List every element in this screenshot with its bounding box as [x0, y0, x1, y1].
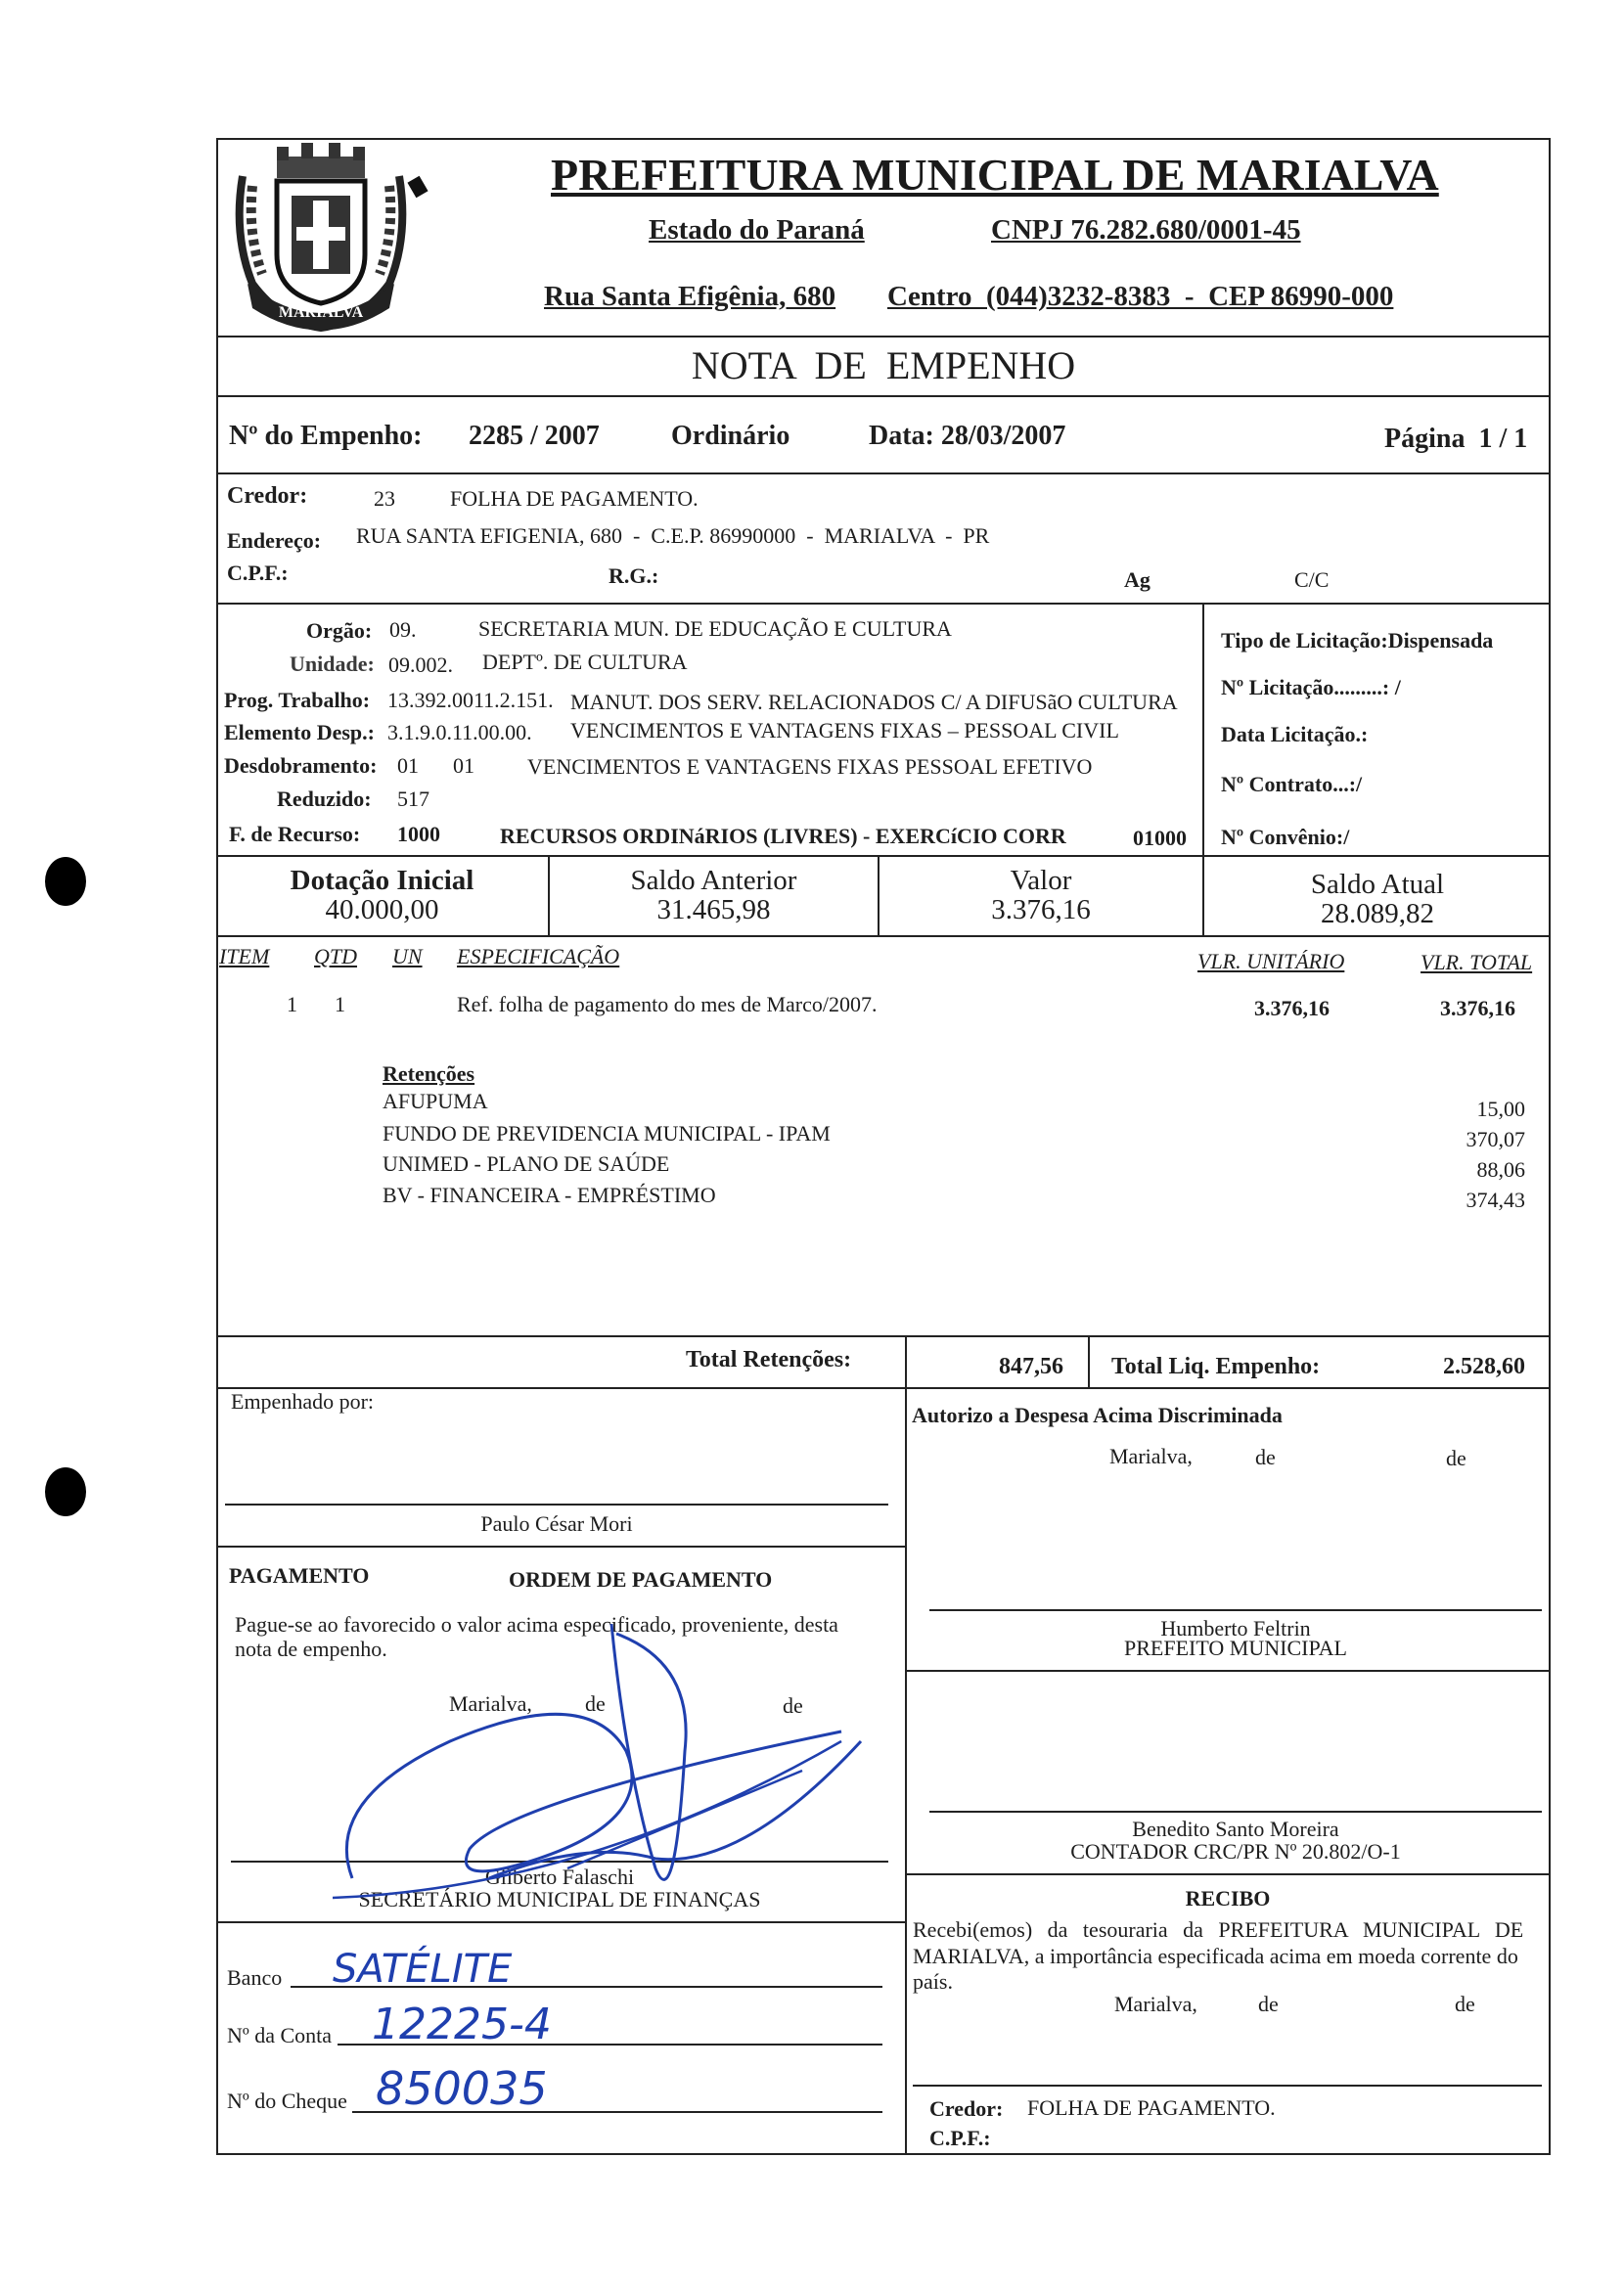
un-col-header: UN — [392, 944, 423, 968]
pagamento-label: PAGAMENTO — [229, 1563, 370, 1588]
total-liquido-value: 2.528,60 — [1443, 1354, 1525, 1379]
municipal-crest-icon — [223, 137, 419, 333]
recurso-label: F. de Recurso: — [229, 822, 361, 846]
cheque-label: Nº do Cheque — [227, 2089, 347, 2113]
page-number: Página 1 / 1 — [1384, 424, 1528, 454]
item-unit-value: 3.376,16 — [1254, 996, 1330, 1020]
recibo-text-line-3: país. — [913, 1969, 953, 1994]
recibo-text-line-1: Recebi(emos) da tesouraria da PREFEITURA MUNICIPAL DE — [913, 1917, 1524, 1942]
item-description: Ref. folha de pagamento do mes de Marco/2007. — [457, 992, 878, 1016]
saldo-atual-value: 28.089,82 — [1321, 898, 1434, 929]
retencao-value: 88,06 — [1476, 1157, 1525, 1182]
credor-name: FOLHA DE PAGAMENTO. — [450, 486, 699, 511]
address-label: Centro (044)3232-8383 - CEP 86990-000 — [887, 281, 1394, 312]
autorizo-label: Autorizo a Despesa Acima Discriminada — [912, 1403, 1283, 1427]
conta-value: 12225-4 — [372, 2000, 552, 2049]
licitacao-data: Data Licitação.: — [1221, 722, 1369, 746]
recibo-place: Marialva, — [1114, 1992, 1197, 2016]
dotacao-value: 40.000,00 — [325, 894, 439, 925]
cc-label: C/C — [1294, 567, 1330, 592]
unidade-code: 09.002. — [388, 652, 453, 677]
reduzido-label: Reduzido: — [277, 787, 372, 811]
orgao-label: Orgão: — [306, 618, 373, 643]
street-label: Rua Santa Efigênia, 680 — [544, 281, 836, 312]
state-label: Estado do Paraná — [649, 214, 865, 246]
unidade-label: Unidade: — [290, 652, 375, 676]
saldo-anterior-label: Saldo Anterior — [630, 865, 797, 896]
saldo-atual-label: Saldo Atual — [1310, 869, 1445, 900]
cnpj-label: CNPJ 76.282.680/0001-45 — [991, 214, 1301, 246]
autorizo-de-1: de — [1255, 1445, 1276, 1469]
total-liquido-label: Total Liq. Empenho: — [1111, 1354, 1321, 1379]
recurso-desc: RECURSOS ORDINáRIOS (LIVRES) - EXERCíCIO CORR — [500, 824, 1066, 848]
convenio-numero: Nº Convênio:/ — [1221, 825, 1350, 849]
prog-label: Prog. Trabalho: — [224, 688, 371, 712]
elemento-code: 3.1.9.0.11.00.00. — [387, 720, 532, 744]
desdobramento-label: Desdobramento: — [224, 753, 378, 778]
recibo-text-line-2: MARIALVA, a importância especificada acima em moeda corrente do — [913, 1944, 1518, 1968]
empenho-date: Data: 28/03/2007 — [869, 421, 1066, 451]
credor-label: Credor: — [227, 483, 308, 509]
item-qtd: 1 — [335, 992, 345, 1016]
rg-label: R.G.: — [609, 563, 659, 588]
pagamento-de-2: de — [783, 1693, 803, 1718]
desdobramento-a: 01 — [397, 753, 419, 778]
retencao-value: 15,00 — [1476, 1097, 1525, 1121]
retencao-name: AFUPUMA — [383, 1089, 488, 1113]
retencao-name: FUNDO DE PREVIDENCIA MUNICIPAL - IPAM — [383, 1121, 831, 1146]
ag-label: Ag — [1124, 567, 1150, 592]
prefeito-role: PREFEITO MUNICIPAL — [1124, 1636, 1347, 1660]
cpf-label: C.P.F.: — [227, 561, 289, 585]
empenho-number: 2285 / 2007 — [469, 421, 600, 451]
item-col-header: ITEM — [219, 944, 270, 968]
prefeito-name: Humberto Feltrin — [1160, 1616, 1311, 1641]
recibo-cpf-label: C.P.F.: — [929, 2126, 991, 2150]
recibo-de-2: de — [1455, 1992, 1475, 2016]
ordem-pagamento-label: ORDEM DE PAGAMENTO — [509, 1567, 773, 1592]
retencao-value: 374,43 — [1466, 1188, 1525, 1212]
signature-scribble — [333, 1624, 890, 1917]
banco-value: SATÉLITE — [333, 1947, 513, 1992]
svg-text:MARIALVA: MARIALVA — [278, 304, 364, 321]
empenhado-por-label: Empenhado por: — [231, 1389, 375, 1414]
desdobramento-desc: VENCIMENTOS E VANTAGENS FIXAS PESSOAL EFETIVO — [527, 754, 1093, 779]
pagamento-text-line-1: Pague-se ao favorecido o valor acima especificado, proveniente, desta — [235, 1612, 838, 1637]
retencao-name: UNIMED - PLANO DE SAÚDE — [383, 1151, 670, 1176]
punch-hole — [45, 857, 86, 906]
contrato-numero: Nº Contrato...:/ — [1221, 772, 1363, 796]
empenho-number-label: Nº do Empenho: — [229, 421, 423, 451]
orgao-code: 09. — [389, 617, 417, 642]
prog-code: 13.392.0011.2.151. — [387, 688, 554, 712]
empenho-type: Ordinário — [671, 421, 790, 451]
punch-hole — [45, 1467, 86, 1516]
retencao-value: 370,07 — [1466, 1127, 1525, 1151]
contador-name: Benedito Santo Moreira — [1132, 1817, 1339, 1841]
autorizo-de-2: de — [1446, 1446, 1466, 1470]
document-title: NOTA DE EMPENHO — [691, 343, 1076, 387]
credor-code: 23 — [374, 486, 395, 511]
desdobramento-b: 01 — [453, 753, 474, 778]
licitacao-tipo: Tipo de Licitação:Dispensada — [1221, 628, 1494, 652]
recibo-de-1: de — [1258, 1992, 1279, 2016]
item-total-value: 3.376,16 — [1440, 996, 1515, 1020]
item-number: 1 — [287, 992, 297, 1016]
pagamento-text-line-2: nota de empenho. — [235, 1637, 387, 1661]
dotacao-label: Dotação Inicial — [290, 865, 474, 896]
pagamento-place: Marialva, — [449, 1691, 532, 1716]
retencao-name: BV - FINANCEIRA - EMPRÉSTIMO — [383, 1183, 716, 1207]
banco-label: Banco — [227, 1965, 283, 1990]
empenhado-por-name: Paulo César Mori — [480, 1511, 633, 1536]
valor-value: 3.376,16 — [991, 894, 1091, 925]
unit-value-col-header: VLR. UNITÁRIO — [1197, 949, 1345, 973]
elemento-label: Elemento Desp.: — [224, 720, 375, 744]
cheque-value: 850035 — [376, 2062, 548, 2115]
total-value-col-header: VLR. TOTAL — [1421, 950, 1533, 974]
prog-desc: MANUT. DOS SERV. RELACIONADOS C/ A DIFUSãO CULTURA — [570, 690, 1178, 714]
valor-label: Valor — [1010, 865, 1072, 896]
total-retencoes-label: Total Retenções: — [686, 1347, 852, 1372]
recurso-code: 1000 — [397, 822, 440, 846]
recibo-credor-value: FOLHA DE PAGAMENTO. — [1027, 2095, 1276, 2120]
recibo-title: RECIBO — [1185, 1886, 1271, 1911]
especificacao-col-header: ESPECIFICAÇÃO — [457, 944, 620, 968]
reduzido-value: 517 — [397, 787, 429, 811]
address-label: Endereço: — [227, 528, 322, 553]
recurso-number: 01000 — [1133, 826, 1187, 850]
contador-role: CONTADOR CRC/PR Nº 20.802/O-1 — [1070, 1839, 1401, 1864]
qtd-col-header: QTD — [314, 944, 358, 968]
total-retencoes-value: 847,56 — [999, 1354, 1063, 1379]
secretario-name: Gilberto Falaschi — [484, 1865, 635, 1889]
city-hall-title: PREFEITURA MUNICIPAL DE MARIALVA — [551, 150, 1439, 200]
secretario-role: SECRETÁRIO MUNICIPAL DE FINANÇAS — [358, 1887, 761, 1911]
credor-address: RUA SANTA EFIGENIA, 680 - C.E.P. 86990000 - MARIALVA - PR — [356, 523, 990, 548]
pagamento-de-1: de — [585, 1691, 606, 1716]
orgao-desc: SECRETARIA MUN. DE EDUCAÇÃO E CULTURA — [478, 616, 952, 641]
licitacao-numero: Nº Licitação.........: / — [1221, 675, 1401, 699]
elemento-desc: VENCIMENTOS E VANTAGENS FIXAS – PESSOAL CIVIL — [570, 718, 1119, 742]
retencoes-title: Retenções — [383, 1061, 475, 1086]
recibo-credor-label: Credor: — [929, 2096, 1004, 2121]
autorizo-place: Marialva, — [1109, 1444, 1193, 1468]
saldo-anterior-value: 31.465,98 — [656, 894, 771, 925]
unidade-desc: DEPTº. DE CULTURA — [482, 650, 688, 674]
conta-label: Nº da Conta — [227, 2023, 333, 2047]
